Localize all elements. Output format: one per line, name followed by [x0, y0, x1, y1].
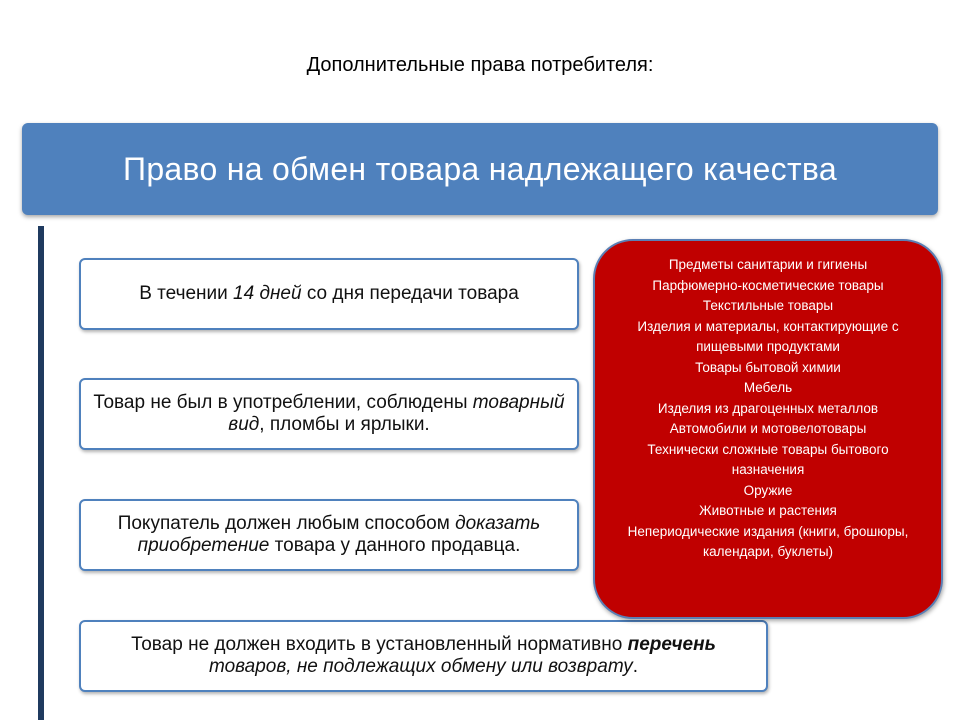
list-item: Технически сложные товары бытового назначения	[647, 441, 889, 477]
list-item: Изделия из драгоценных металлов	[657, 400, 879, 416]
list-item: Оружие	[743, 482, 793, 498]
list-item: Мебель	[743, 380, 793, 395]
list-item: Парфюмерно-косметические товары	[652, 277, 884, 293]
condition-box-2	[79, 378, 579, 450]
condition-text-3: Покупатель должен любым способом доказать приобретение товара у данного продавца.	[117, 513, 541, 556]
list-item: Изделия и материалы, контактирующие с пищевыми продуктами	[637, 318, 899, 354]
list-item: Автомобили и мотовелотовары	[669, 421, 867, 436]
timeline-line	[38, 226, 44, 720]
condition-text-2: Товар не был в употреблении, соблюдены товарный вид, пломбы и ярлыки.	[93, 392, 565, 435]
list-item: Непериодические издания (книги, брошюры, календари, буклеты)	[627, 523, 909, 559]
condition-box-4	[79, 620, 768, 692]
banner-text: Право на обмен товара надлежащего качества	[123, 150, 837, 187]
condition-text-1: В течении 14 дней со дня передачи товара	[139, 283, 519, 304]
list-item: Текстильные товары	[702, 298, 834, 313]
condition-text-4: Товар не должен входить в установленный нормативно перечень товаров, не подлежащих обмену или возврату.	[131, 634, 716, 677]
list-item: Товары бытовой химии	[695, 359, 841, 375]
list-item: Предметы санитарии и гигиены	[668, 257, 868, 272]
condition-box-1	[79, 258, 579, 330]
list-item: Животные и растения	[699, 503, 837, 518]
excluded-goods-list	[593, 239, 943, 619]
slide-title: Дополнительные права потребителя:	[306, 54, 654, 76]
right-banner	[22, 123, 938, 215]
condition-box-3	[79, 499, 579, 571]
